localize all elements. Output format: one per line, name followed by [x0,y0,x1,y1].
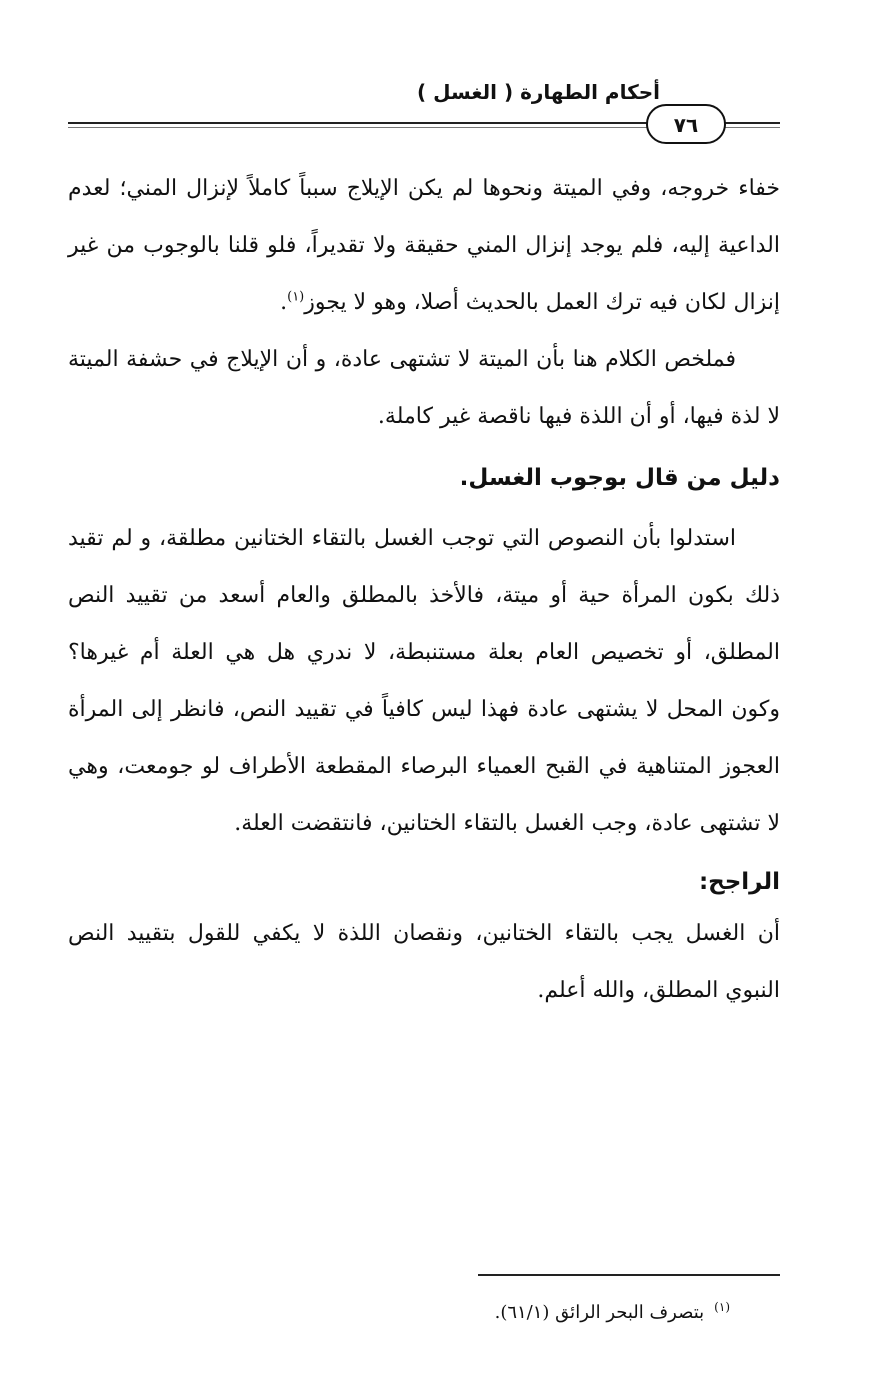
paragraph-conclusion: أن الغسل يجب بالتقاء الختانين، ونقصان اللذة لا يكفي للقول بتقييد النص النبوي المطلق، والله أعلم. [68,921,780,1003]
footnote-separator [478,1274,780,1276]
section-evidence-text [68,510,780,852]
section-heading-preferred [68,862,780,902]
running-title [417,78,660,106]
section-preferred-text [68,905,780,1019]
section-heading-evidence [68,458,780,498]
footnote-marker: (١) [714,1300,730,1314]
running-title-text: أحكام الطهارة ( الغسل ) [417,80,660,104]
section-opening-text [68,160,780,445]
heading-text: دليل من قال بوجوب الغسل. [459,465,780,491]
page-number: ٧٦ [673,113,699,137]
page-number-badge [646,104,726,144]
paragraph-evidence: استدلوا بأن النصوص التي توجب الغسل بالتقاء الختانين مطلقة، و لم تقيد ذلك بكون المرأة حية أو ميتة، فالأخذ بالمطلق والعام أسعد من تقييد النص المطلق، أو تخصيص العام بعلة مستنبطة، لا ندري هل هي العلة أم غيرها؟ وكون المحل لا يشتهى عادة فهذا ليس كافياً في تقييد النص، فانظر إلى المرأة العجوز المتناهية في القبح العمياء البرصاء المقطعة الأطراف لو جومعت، وهي لا تشتهى عادة، وجب الغسل بالتقاء الختانين، فانتقضت العلة. [68,526,780,836]
paragraph-summary: فملخص الكلام هنا بأن الميتة لا تشتهى عادة، و أن الإيلاج في حشفة الميتة لا لذة فيها، أو أن اللذة فيها ناقصة غير كاملة. [68,347,780,429]
paragraph-end: . [280,290,288,315]
footnote-reference[interactable]: (١) [287,289,305,305]
footnote [400,1292,730,1328]
paragraph-text: خفاء خروجه، وفي الميتة ونحوها لم يكن الإيلاج سبباً كاملاً لإنزال المني؛ لعدم الداعية إليه، فلم يوجد إنزال المني حقيقة ولا تقديراً، فلو قلنا بالوجوب من غير إنزال لكان فيه ترك العمل بالحديث أصلا، وهو لا يجوز [68,176,780,315]
paragraph-continuation [68,160,780,331]
heading-text: الراجح: [698,869,780,895]
footnote-text: بتصرف البحر الرائق (٦١/١). [494,1302,705,1323]
